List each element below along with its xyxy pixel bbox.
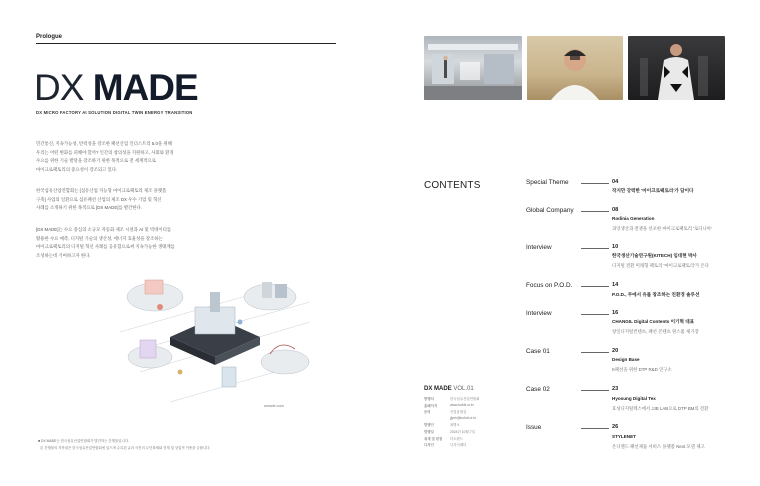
- toc-page-number: 14: [612, 282, 619, 288]
- toc-leader-line: [581, 314, 609, 315]
- toc-title: CHANGIL Digital Contents 이기혁 대표: [612, 319, 695, 324]
- toc-page-number: 20: [612, 348, 619, 354]
- colophon-row: 디자인 디자인레더: [424, 443, 467, 448]
- toc-category: Interview: [526, 244, 552, 251]
- footnote-1: ■ DX MADE는 한국섬유산업연합회가 발간하는 간행물입니다.: [38, 439, 129, 443]
- section-label: Prologue: [36, 34, 63, 40]
- toc-category: Case 01: [526, 348, 550, 355]
- page-title: [34, 68, 198, 108]
- toc-category: Focus on P.O.D.: [526, 282, 573, 289]
- colophon-row: 취재 및 편집 더트렌드: [424, 436, 464, 441]
- toc-leader-line: [581, 286, 609, 287]
- intro-paragraph-1: 민간통신, 지속가능성, 탄력성을 강조한 패션산업 인더스트리 5.0을 위해 우리는 어떤 변화를 피해야 할까? 인간의 창의성을 지원하고, 사회와 환경 수요를 위한 기술 발달을 강조하기 위한 목적으로 전 세계적으로 마이크로팩토리의 중요성이 강조되고 있다.: [36, 141, 174, 172]
- colophon-row: 발행인 최병오: [424, 423, 460, 428]
- toc-page-number: 16: [612, 310, 619, 316]
- toc-title: Hyosung Digital Tex: [612, 396, 656, 401]
- colophon-row: jjyeh@kofoti.or.kr: [450, 415, 477, 420]
- title-bold: MADE: [92, 67, 198, 108]
- toc-description: 과잉생산과 전쟁을 선포한 마이크로팩토리 '로디니아': [612, 226, 712, 231]
- toc-description: 디지털 전환 미래형 팩토리 '마이크로팩토리'가 온다: [612, 263, 709, 268]
- photo-interviewee-art: [527, 36, 623, 100]
- header-divider: [36, 43, 336, 44]
- colophon-name: DX MADE: [424, 386, 452, 392]
- intro-paragraph-3: [DX MADE]는 수요 중심의 소규모 자동화 제조 시설과 AI 및 빅데이터를 활용한 수요 예측, 디지털 기술의 생산성, 에너지 효율성을 강조하는 마이크로팩토리의 디지털 혁신 사례를 공유함으로써 지속가능한 생태계를 조성하는데 기여하고자 한다.: [36, 227, 175, 258]
- toc-leader-line: [581, 352, 609, 353]
- toc-page-number: 26: [612, 424, 619, 430]
- toc-category: Issue: [526, 424, 542, 431]
- toc-page-number: 04: [612, 179, 619, 185]
- photo-fashion-runway: [628, 36, 725, 100]
- colophon-details: [424, 396, 504, 449]
- title-light: DX: [34, 67, 93, 108]
- toc-title: 한국생산기술연구원(KITECH) 임대현 박사: [612, 253, 697, 258]
- toc-category: Special Theme: [526, 179, 569, 186]
- toc-description: 효성디지털텍스에서 JJB LAB으로 DTP BM의 전환: [612, 406, 709, 411]
- toc-leader-line: [581, 390, 609, 391]
- toc-category: Global Company: [526, 207, 574, 214]
- toc-title: Design Base: [612, 357, 640, 362]
- toc-leader-line: [581, 248, 609, 249]
- toc-leader-line: [581, 211, 609, 212]
- colophon-row: 홈페이지 www.kofoti.or.kr: [424, 402, 474, 408]
- toc-category: Case 02: [526, 386, 550, 393]
- toc-page-number: 10: [612, 244, 619, 250]
- toc-leader-line: [581, 183, 609, 184]
- micro-factory-illustration: [110, 262, 320, 412]
- photo-factory-store-art: [424, 36, 522, 100]
- colophon-row: 발행일 2024년 10월 7일: [424, 429, 475, 434]
- toc-page-number: 08: [612, 207, 619, 213]
- toc-title: 작지만 강력한 '마이크로팩토리'가 답이다: [612, 188, 694, 193]
- colophon-title: [424, 386, 474, 392]
- page-subtitle: DX MICRO FACTORY AI SOLUTION DIGITAL TWIN ENERGY TRANSITION: [36, 110, 193, 115]
- footnote-2: 본 간행물의 저작권은 한국섬유산업연합회에 있으며 수록된 글과 사진의 무단복제와 전재 및 상업적 이용을 금합니다.: [40, 446, 211, 450]
- toc-page-number: 23: [612, 386, 619, 392]
- toc-leader-line: [581, 428, 609, 429]
- toc-title: P.O.D., 무에서 유를 창조하는 친환경 솔루션: [612, 292, 700, 297]
- colophon-volume: VOL.01: [451, 386, 474, 392]
- photo-interviewee: [527, 36, 623, 100]
- photo-factory-store: [424, 36, 522, 100]
- toc-description: 온디멘드 패션제품 서비스 플랫폼 Next 모델 제고: [612, 444, 705, 449]
- toc-description: 창일디지털컨텐츠, 패션 콘텐츠 원스톱 제기장: [612, 329, 699, 334]
- toc-title: STYLENET: [612, 434, 636, 439]
- toc-description: K패션을 위한 DTP R&D 연구소: [612, 367, 672, 372]
- toc-title: Rodinia Generation: [612, 216, 655, 221]
- illustration-caption: umade.com: [264, 404, 284, 408]
- contents-title: CONTENTS: [424, 180, 481, 191]
- photo-fashion-runway-art: [628, 36, 725, 100]
- colophon-row: 발행처 한국섬유산업연합회: [424, 397, 480, 401]
- toc-category: Interview: [526, 310, 552, 317]
- intro-paragraph-2: 한국섬유산업연합회는 [섬유산업 지능형 마이크로팩토리 제조 플랫폼 구축] 사업의 일환으로 섬유패션 산업의 제조 DX 우수 기업 및 혁신 사례를 소개하기 위한 목적으로 [DX MADE]를 발간한다.: [36, 188, 167, 211]
- colophon-row: 문의 산업융합실: [424, 410, 467, 415]
